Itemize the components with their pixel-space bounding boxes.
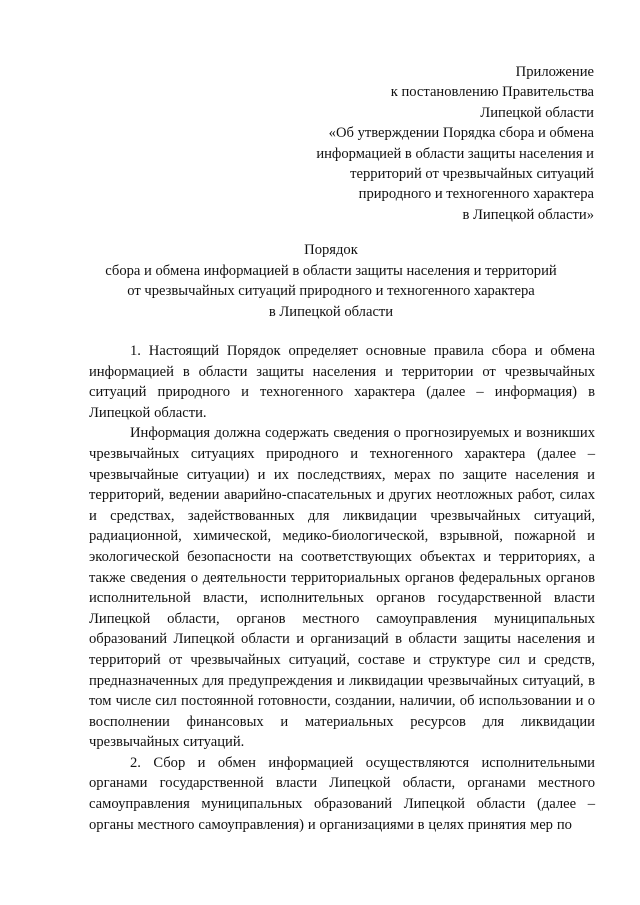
appendix-line: природного и техногенного характера <box>358 186 594 203</box>
appendix-line: информацией в области защиты населения и <box>316 145 594 162</box>
appendix-line: территорий от чрезвычайных ситуаций <box>350 166 594 183</box>
appendix-line: в Липецкой области» <box>462 206 594 223</box>
title-line: от чрезвычайных ситуаций природного и техногенного характера <box>127 283 535 300</box>
appendix-header <box>274 62 594 225</box>
title-line: в Липецкой области <box>268 303 394 320</box>
document-body <box>89 341 595 835</box>
appendix-line: «Об утверждении Порядка сбора и обмена <box>328 125 594 142</box>
paragraph-1: 1. Настоящий Порядок определяет основные правила сбора и обмена информацией в области защиты населения и территории от чрезвычайных ситуаций природного и техногенного характера (далее – информация) в Липецкой области. <box>89 343 595 421</box>
document-title <box>88 240 574 322</box>
title-line: Порядок <box>304 242 358 258</box>
title-line: сбора и обмена информацией в области защиты населения и территорий <box>105 262 557 279</box>
appendix-line: Приложение <box>515 64 594 80</box>
appendix-line: Липецкой области <box>480 104 594 121</box>
paragraph-2: Информация должна содержать сведения о прогнозируемых и возникших чрезвычайных ситуациях природного и техногенного характера (далее – чрезвычайные ситуации) и их последствиях, мерах по защите населения и территорий, ведении аварийно-спасательных и других неотложных работ, силах и средствах, задействованных для ликвидации чрезвычайных ситуаций, радиационной, химической, медико-биологической, взрывной, пожарной и экологической безопасности на соответствующих объектах и территориях, а также сведения о деятельности территориальных органов федеральных органов исполнительной власти, исполнительных органов государственной власти Липецкой области, органов местного самоуправления муниципальных образований Липецкой области и организаций в области защиты населения и территорий от чрезвычайных ситуаций, составе и структуре сил и средств, предназначенных для предупреждения и ликвидации чрезвычайных ситуаций, в том числе сил постоянной готовности, создании, наличии, об использовании и о восполнении финансовых и материальных ресурсов для ликвидации чрезвычайных ситуаций. <box>89 425 595 751</box>
appendix-line: к постановлению Правительства <box>390 84 594 101</box>
paragraph-3: 2. Сбор и обмен информацией осуществляются исполнительными органами государственной власти Липецкой области, органами местного самоуправления муниципальных образований Липецкой области (далее – органы местного самоуправления) и организациями в целях принятия мер по <box>89 754 595 833</box>
